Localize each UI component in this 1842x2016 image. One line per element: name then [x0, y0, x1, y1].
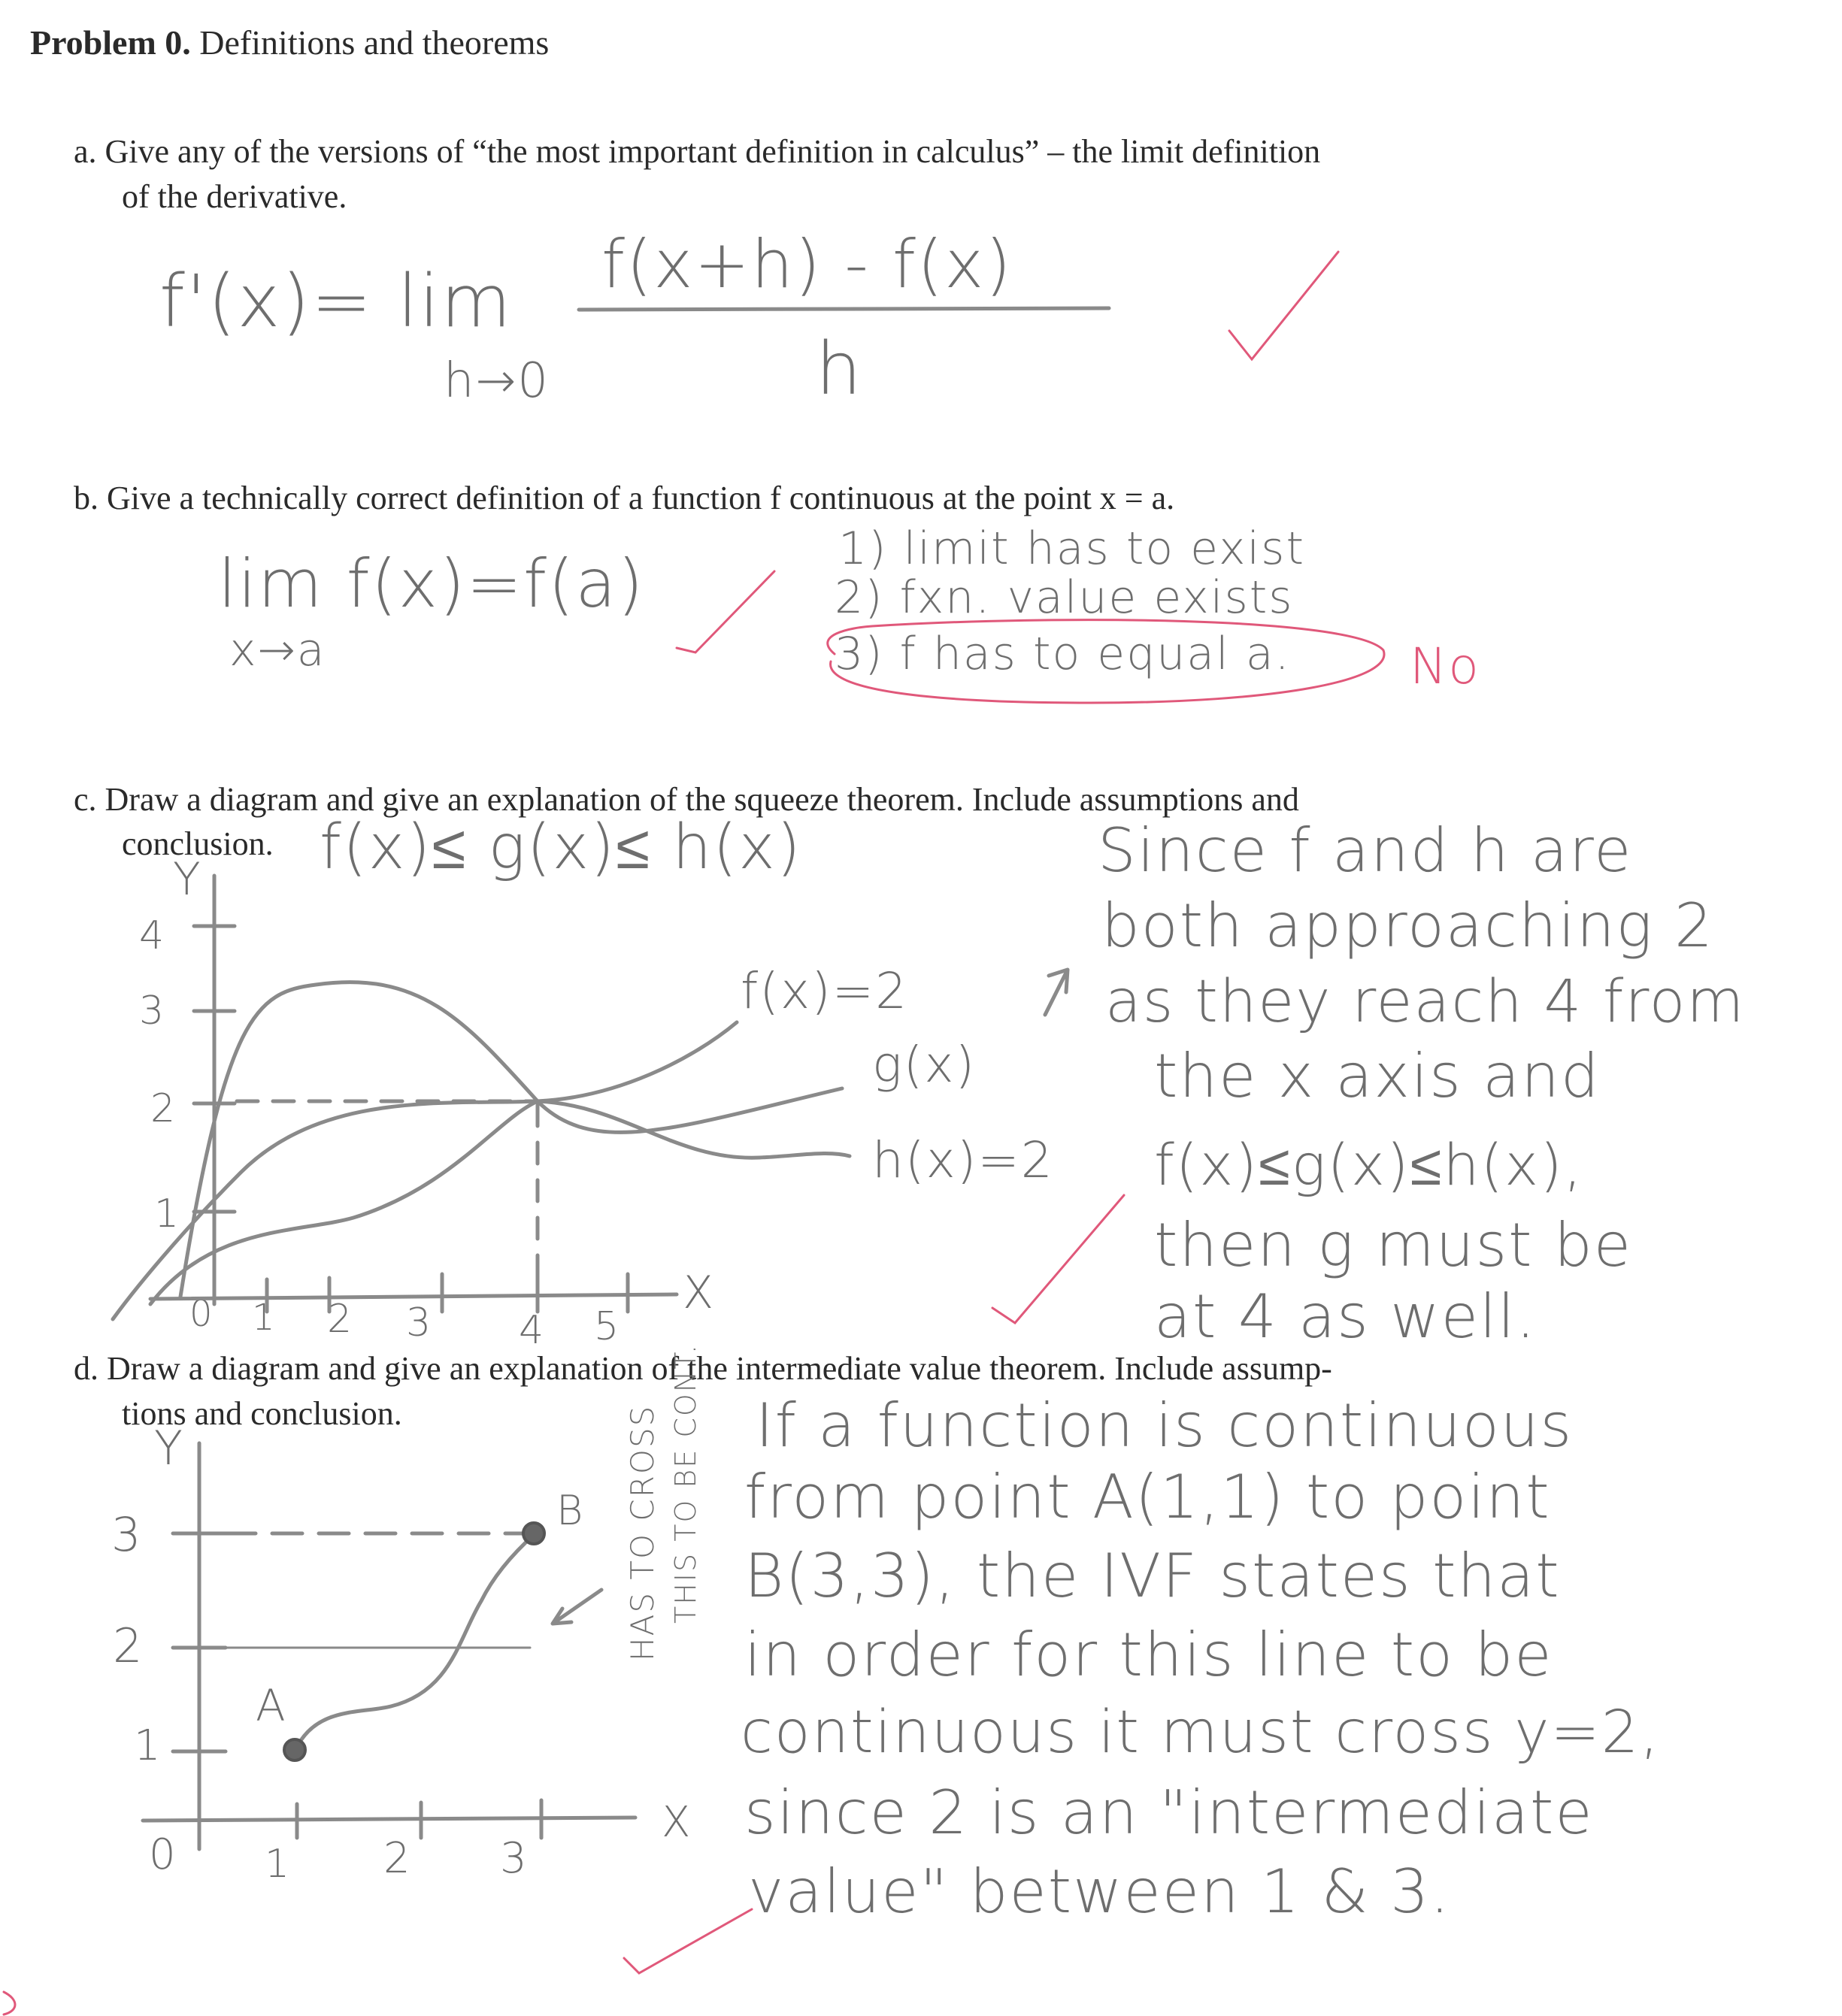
part-d-axis-y-label: Y	[154, 1421, 184, 1476]
grader-note-no: No	[1410, 637, 1480, 695]
part-d-side-note-line2: THIS TO BE CONT.	[669, 1342, 702, 1624]
part-c-explanation-line4: the x axis and	[1154, 1041, 1601, 1111]
part-d-explanation-line7: value" between 1 & 3.	[748, 1857, 1451, 1927]
part-d-explanation-line1: If a function is continuous	[756, 1391, 1574, 1461]
part-a-question-line2: of the derivative.	[122, 178, 347, 215]
part-d-explanation-line5: continuous it must cross y=2,	[741, 1699, 1661, 1766]
part-d-arrow	[553, 1590, 601, 1624]
part-d-xtick-0: 0	[149, 1830, 177, 1879]
part-c-xtick-0: 0	[189, 1293, 214, 1335]
part-d-xtick-3: 3	[500, 1834, 529, 1883]
check-mark-b	[677, 571, 774, 652]
part-c-xtick-4: 4	[519, 1308, 546, 1353]
part-a-question-line1: a. Give any of the versions of “the most important definition in calculus” – the limit definition	[74, 133, 1321, 170]
part-c-label-g: g(x)	[872, 1036, 977, 1094]
part-c-arrow	[1045, 970, 1068, 1015]
part-c-inequality: f(x)≤ g(x)≤ h(x)	[320, 812, 802, 883]
part-c-curve-h	[150, 1101, 850, 1304]
part-c-explanation-line3: as they reach 4 from	[1105, 968, 1746, 1036]
part-c-label-f: f(x)=2	[741, 962, 909, 1020]
check-mark-c	[992, 1195, 1124, 1323]
problem-heading: Definitions and theorems	[190, 23, 550, 62]
part-c-curve-f	[113, 1022, 737, 1319]
part-b-answer: lim f(x)=f(a)	[218, 545, 645, 622]
problem-number: Problem 0.	[30, 23, 191, 62]
part-c-xtick-5: 5	[594, 1304, 621, 1349]
part-d-point-b-label: B	[556, 1487, 585, 1534]
part-d-point-b	[523, 1523, 544, 1544]
part-c-explanation-line5: f(x)≤g(x)≤h(x),	[1154, 1131, 1583, 1198]
part-d-question-line2: tions and conclusion.	[122, 1395, 402, 1432]
part-b-question: b. Give a technically correct definition of a function f continuous at the point x = a.	[74, 480, 1175, 516]
part-c-explanation-line2: both approaching 2	[1101, 891, 1714, 961]
part-c-curve-g	[180, 982, 842, 1297]
part-b-condition-1: 1) limit has to exist	[838, 522, 1305, 575]
circle-condition-3	[828, 620, 1384, 703]
part-d-ytick-2: 2	[113, 1618, 144, 1673]
part-d-x-axis	[143, 1818, 635, 1821]
part-a-answer-numerator: f(x+h) - f(x)	[601, 226, 1013, 303]
part-b-condition-3: 3) f has to equal a.	[835, 628, 1291, 680]
part-d-explanation-line6: since 2 is an "intermediate	[744, 1778, 1594, 1848]
part-c-label-h: h(x)=2	[872, 1131, 1054, 1189]
part-d-explanation-line2: from point A(1,1) to point	[744, 1462, 1551, 1532]
part-c-axis-x-label: X	[683, 1267, 716, 1319]
part-a-answer-lhs: f'(x)= lim	[159, 259, 513, 344]
part-c-x-axis	[150, 1294, 677, 1299]
check-mark-d	[624, 1909, 752, 1973]
part-c-ytick-1: 1	[154, 1191, 181, 1237]
part-d-question-line1: d. Draw a diagram and give an explanation of the intermediate value theorem. Include assump-	[74, 1350, 1332, 1387]
part-d-explanation-line4: in order for this line to be	[744, 1620, 1553, 1690]
part-c-explanation-line6: then g must be	[1154, 1210, 1632, 1280]
part-c-question-line1: c. Draw a diagram and give an explanation of the squeeze theorem. Include assumptions and	[74, 781, 1299, 818]
part-d-side-note-line1: HAS TO CROSS	[624, 1404, 661, 1661]
part-d-ytick-1: 1	[134, 1721, 162, 1770]
part-c-question-line2: conclusion.	[122, 825, 274, 862]
part-d-point-a	[284, 1739, 305, 1760]
part-c-xtick-2: 2	[327, 1297, 354, 1342]
part-c-xtick-marks	[267, 1274, 628, 1312]
part-a-answer-subscript: h→0	[444, 353, 550, 409]
part-a-answer-denominator: h	[816, 327, 863, 411]
part-b-condition-2: 2) fxn. value exists	[835, 571, 1294, 624]
fraction-bar	[579, 308, 1109, 310]
check-mark-a	[1229, 252, 1338, 359]
part-c-xtick-3: 3	[406, 1300, 433, 1346]
part-d-xtick-1: 1	[265, 1842, 292, 1887]
part-c-xtick-1: 1	[252, 1297, 277, 1339]
part-d-point-a-label: A	[256, 1680, 287, 1731]
part-d-curve	[295, 1535, 534, 1750]
part-c-explanation-line1: Since f and h are	[1098, 816, 1633, 885]
part-c-ytick-2: 2	[150, 1086, 177, 1131]
part-b-answer-subscript: x→a	[229, 624, 326, 677]
page-corner-mark	[4, 1992, 15, 2014]
part-c-ytick-3: 3	[139, 988, 166, 1034]
part-d-ytick-3: 3	[111, 1507, 143, 1562]
part-c-axis-y-label: Y	[173, 853, 202, 906]
part-d-xtick-2: 2	[383, 1834, 412, 1883]
part-c-explanation-line7: at 4 as well.	[1154, 1282, 1537, 1352]
part-c-ytick-4: 4	[139, 913, 166, 958]
part-d-explanation-line3: B(3,3), the IVF states that	[744, 1541, 1561, 1611]
part-d-axis-x-label: X	[662, 1798, 692, 1847]
